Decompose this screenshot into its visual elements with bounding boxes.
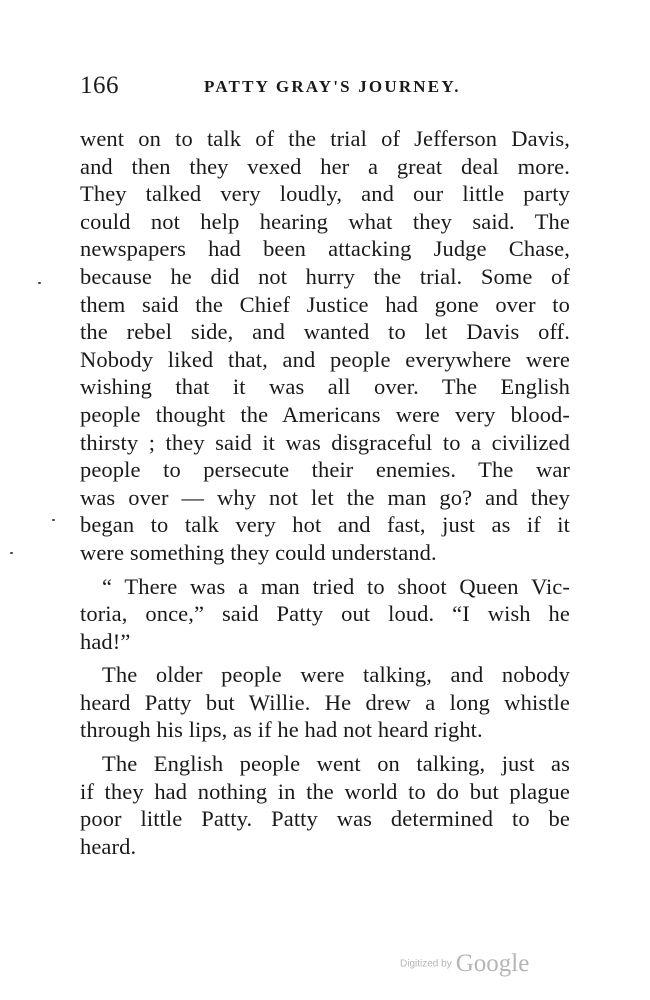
text-line: went on to talk of the trial of Jefferson Davis,	[80, 126, 570, 151]
text-line: newspapers had been attacking Judge Chase,	[80, 236, 570, 262]
text-line: began to talk very hot and fast, just as if it	[80, 512, 570, 538]
text-line: people to persecute their enemies. The war	[80, 457, 570, 483]
text-line: through his lips, as if he had not heard right.	[80, 717, 483, 743]
text-line: The older people were talking, and nobody	[102, 662, 570, 688]
text-line: had!”	[80, 628, 131, 654]
body-text	[80, 125, 570, 860]
paragraph	[80, 573, 570, 656]
watermark-prefix: Digitized by	[400, 958, 452, 970]
paragraph	[80, 661, 570, 744]
text-line: poor little Patty. Patty was determined to be	[80, 806, 570, 832]
text-line: and then they vexed her a great deal more.	[80, 153, 570, 179]
text-line: were something they could understand.	[80, 539, 437, 565]
google-logo: Google	[455, 950, 530, 977]
text-line: They talked very loudly, and our little party	[80, 181, 570, 207]
text-line: was over — why not let the man go? and they	[80, 484, 570, 510]
text-line: could not help hearing what they said. The	[80, 208, 570, 234]
text-line: wishing that it was all over. The English	[80, 374, 570, 400]
text-line: Nobody liked that, and people everywhere were	[80, 346, 570, 372]
text-line: thirsty ; they said it was disgraceful to a civilized	[80, 429, 570, 455]
digitized-by-google-watermark	[400, 950, 529, 978]
text-line: if they had nothing in the world to do but plague	[80, 778, 570, 804]
text-line: toria, once,” said Patty out loud. “I wish he	[80, 601, 570, 627]
text-line: the rebel side, and wanted to let Davis off.	[80, 319, 570, 345]
text-line: them said the Chief Justice had gone over to	[80, 291, 570, 317]
paragraph	[80, 125, 570, 567]
text-line: heard.	[80, 833, 137, 859]
running-title: PATTY GRAY'S JOURNEY.	[204, 77, 461, 96]
page-number: 166	[80, 72, 119, 99]
scan-speck	[52, 519, 55, 521]
text-line: because he did not hurry the trial. Some of	[80, 263, 570, 289]
text-line: people thought the Americans were very blood-	[80, 401, 570, 427]
paragraph	[80, 750, 570, 860]
scan-speck	[10, 552, 13, 554]
running-head	[80, 72, 570, 102]
text-line: The English people went on talking, just as	[102, 751, 570, 777]
scan-speck	[38, 282, 41, 284]
text-line: heard Patty but Willie. He drew a long whistle	[80, 689, 570, 715]
text-line: “ There was a man tried to shoot Queen Vic-	[102, 573, 570, 599]
